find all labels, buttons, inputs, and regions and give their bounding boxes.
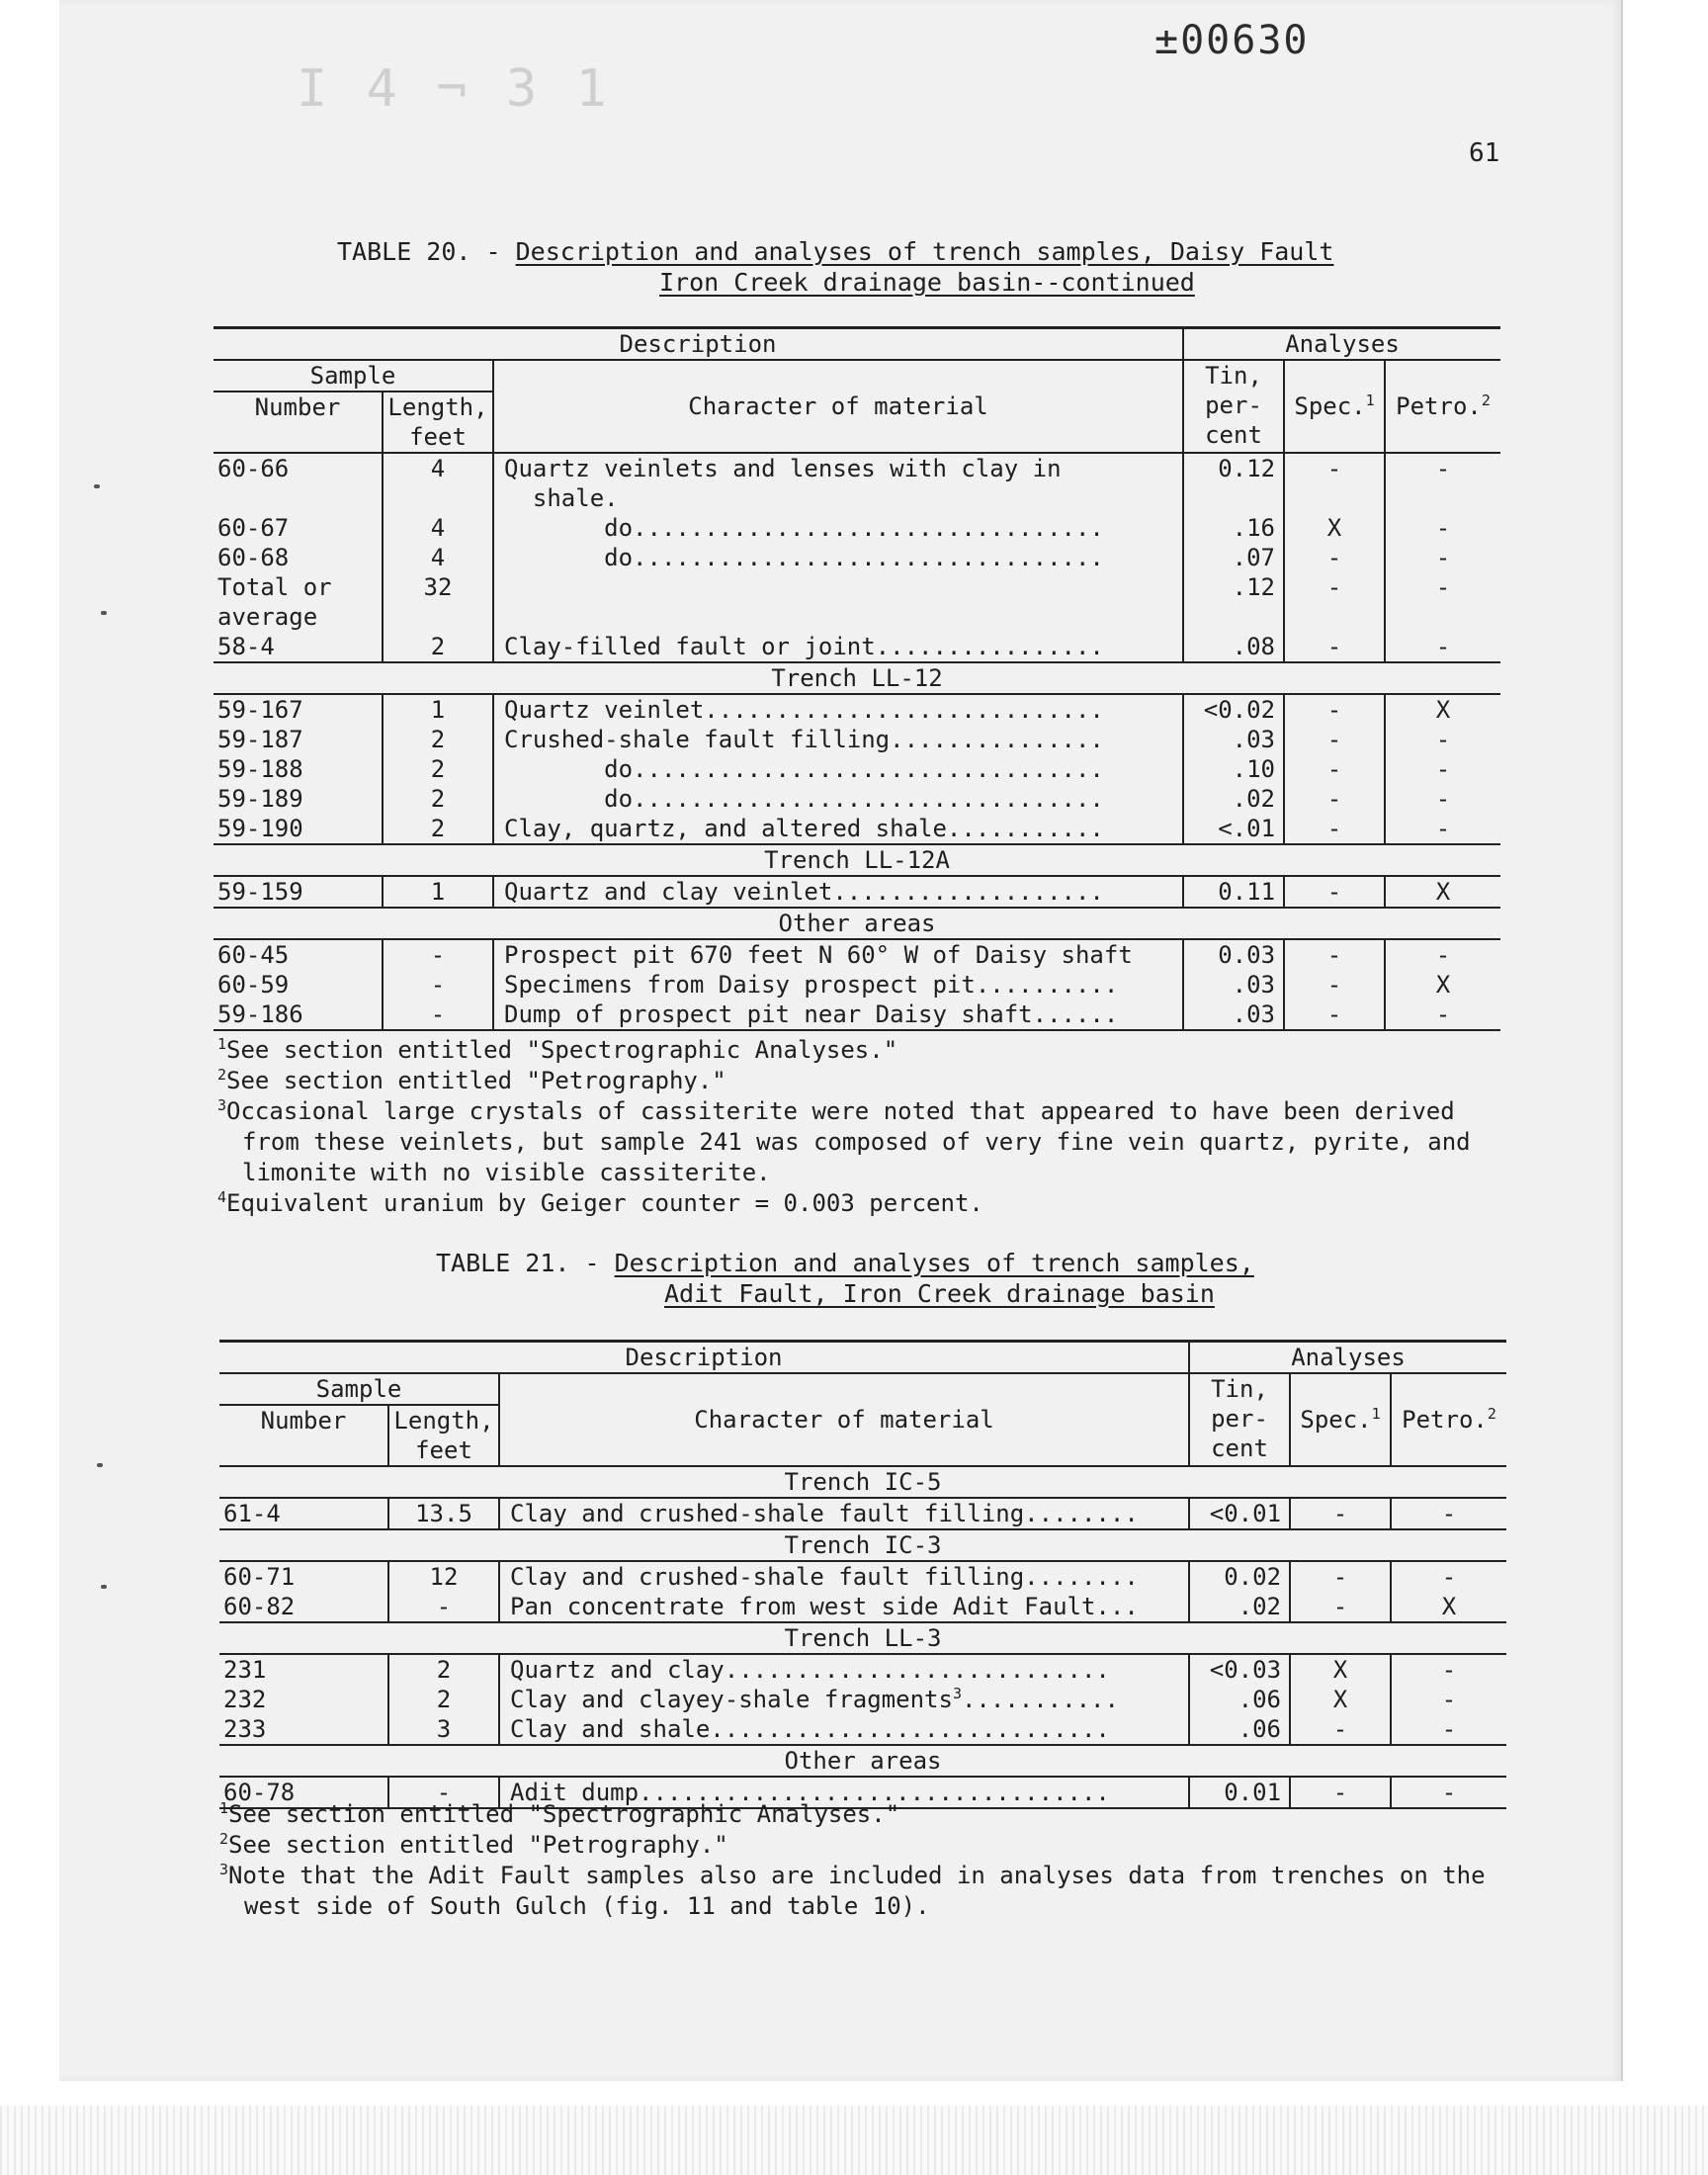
- table-row: [214, 725, 1500, 754]
- analyses-header: Analyses: [1189, 1342, 1506, 1374]
- table20-title-line2: Iron Creek drainage basin--continued: [659, 268, 1195, 297]
- table-row: [214, 453, 1500, 483]
- section-row: [214, 662, 1500, 694]
- material-cell: Pan concentrate from west side Adit Fault...: [499, 1592, 1189, 1622]
- table-row: [214, 572, 1500, 602]
- petro-cell: -: [1435, 755, 1451, 783]
- table-row: [214, 694, 1500, 725]
- material-cell: do.................................: [493, 754, 1183, 784]
- spec-cell: -: [1284, 754, 1385, 784]
- length-cell: 4: [383, 513, 493, 543]
- sample-number-cell: 59-186: [214, 1000, 383, 1030]
- table-row: [214, 876, 1500, 908]
- section-label: Trench IC-5: [219, 1466, 1506, 1498]
- sample-number-cell: 58-4: [214, 632, 383, 662]
- material-cell: Clay, quartz, and altered shale...........: [493, 814, 1183, 844]
- tin-cell: <0.02: [1183, 694, 1284, 725]
- material-cell: Clay and clayey-shale fragments$^3$...........: [499, 1685, 1189, 1714]
- table-row: [219, 1592, 1506, 1622]
- length-cell: 32: [383, 572, 493, 602]
- petro-cell: -: [1441, 1563, 1457, 1591]
- material-cell: Adit dump.................................: [499, 1777, 1189, 1808]
- sample-number-cell: 60-82: [219, 1592, 388, 1622]
- table-row: [214, 814, 1500, 844]
- petro-cell: -: [1435, 573, 1451, 601]
- spec-cell: X: [1290, 1685, 1391, 1714]
- table-row: [214, 939, 1500, 970]
- petro-cell: -: [1441, 1656, 1457, 1684]
- footnote: [217, 1066, 1502, 1096]
- spec-cell: -: [1284, 784, 1385, 814]
- petro-header-note: 2: [1487, 1405, 1496, 1423]
- petro-cell: -: [1435, 726, 1451, 753]
- page-number: 61: [1469, 138, 1500, 168]
- tin-cell: <0.03: [1189, 1654, 1290, 1685]
- section-label: Other areas: [219, 1745, 1506, 1777]
- spec-cell: -: [1284, 1000, 1385, 1030]
- tin-cell: [1183, 483, 1284, 513]
- sample-number-cell: [214, 483, 383, 513]
- petro-header: [1391, 1373, 1506, 1466]
- material-cell: [493, 602, 1183, 632]
- sample-number-cell: average: [214, 602, 383, 632]
- table21-body: [219, 1466, 1506, 1808]
- petro-cell: -: [1385, 1000, 1500, 1030]
- character-header: Character of material: [493, 360, 1183, 453]
- tin-cell: .07: [1183, 543, 1284, 572]
- footnote-mark: 3: [217, 1096, 227, 1114]
- footnote-text: Occasional large crystals of cassiterite were noted that appeared to have been derived from these veinlets, but sample 241 was composed of very fine vein quartz, pyrite, and limonite with no visible cassiterite.: [226, 1097, 1486, 1186]
- number-header: Number: [214, 392, 383, 453]
- sample-number-cell: Total or: [214, 572, 383, 602]
- section-row: [214, 844, 1500, 876]
- length-cell: 1: [383, 694, 493, 725]
- table-row: [214, 1000, 1500, 1030]
- petro-cell: [1385, 602, 1500, 632]
- spec-cell: -: [1284, 632, 1385, 662]
- length-cell: -: [388, 1592, 499, 1622]
- spec-cell: -: [1284, 543, 1385, 572]
- sample-header: Sample: [219, 1373, 499, 1405]
- table-row: [214, 602, 1500, 632]
- material-cell: do.................................: [493, 513, 1183, 543]
- footnote: [219, 1861, 1504, 1922]
- table-row: [219, 1654, 1506, 1685]
- table21-footnotes: [219, 1799, 1504, 1922]
- sample-number-cell: 232: [219, 1685, 388, 1714]
- footnote: [217, 1096, 1502, 1188]
- length-cell: -: [383, 939, 493, 970]
- footnote-mark: 4: [217, 1188, 227, 1206]
- spec-header: [1290, 1373, 1391, 1466]
- footnote-text: See section entitled "Petrography.": [228, 1831, 728, 1859]
- margin-mark: [94, 484, 100, 488]
- table20-body: [214, 453, 1500, 1030]
- footnote: [217, 1035, 1502, 1066]
- petro-cell: X: [1385, 876, 1500, 908]
- petro-cell: -: [1435, 544, 1451, 571]
- scan-edge: [0, 2106, 1708, 2175]
- length-cell: 2: [388, 1685, 499, 1714]
- length-header: [383, 392, 493, 453]
- tin-cell: .02: [1183, 784, 1284, 814]
- table-row: [214, 483, 1500, 513]
- sample-number-cell: 60-68: [214, 543, 383, 572]
- material-cell: Quartz and clay...........................: [499, 1654, 1189, 1685]
- sample-number-cell: 60-45: [214, 939, 383, 970]
- petro-cell: -: [1435, 941, 1451, 969]
- table21-title-prefix: TABLE 21. -: [436, 1249, 615, 1277]
- material-cell: do.................................: [493, 784, 1183, 814]
- length-header-line: Length,: [387, 393, 488, 421]
- tin-cell: .03: [1183, 725, 1284, 754]
- footnote-text: See section entitled "Petrography.": [226, 1067, 726, 1094]
- footnote: [217, 1188, 1502, 1219]
- length-cell: 3: [388, 1714, 499, 1745]
- spec-cell: -: [1290, 1777, 1391, 1808]
- table20-title: [337, 237, 1333, 267]
- footnote-ref: 3: [952, 1685, 962, 1702]
- material-cell: shale.: [493, 483, 1183, 513]
- length-cell: 2: [383, 814, 493, 844]
- material-cell: Dump of prospect pit near Daisy shaft......: [493, 1000, 1183, 1030]
- tin-cell: .02: [1189, 1592, 1290, 1622]
- section-row: [214, 908, 1500, 939]
- description-header: Description: [219, 1342, 1189, 1374]
- spec-cell: X: [1290, 1654, 1391, 1685]
- table-row: [214, 754, 1500, 784]
- spec-cell: [1284, 602, 1385, 632]
- sample-number-cell: 60-66: [214, 453, 383, 483]
- sample-number-cell: 59-167: [214, 694, 383, 725]
- tin-cell: .03: [1183, 970, 1284, 1000]
- length-cell: [383, 602, 493, 632]
- petro-header-label: Petro.: [1402, 1406, 1488, 1434]
- sample-header: Sample: [214, 360, 493, 392]
- length-header-line: feet: [415, 1436, 472, 1464]
- material-cell: Quartz veinlets and lenses with clay in: [493, 453, 1183, 483]
- tin-header-line: cent: [1205, 421, 1262, 449]
- tin-cell: 0.02: [1189, 1561, 1290, 1592]
- material-cell: [493, 572, 1183, 602]
- petro-cell: X: [1435, 971, 1451, 999]
- petro-header-label: Petro.: [1396, 392, 1482, 420]
- sample-number-cell: 59-190: [214, 814, 383, 844]
- sample-number-cell: 61-4: [219, 1498, 388, 1529]
- spec-cell: -: [1284, 725, 1385, 754]
- tin-header: [1183, 360, 1284, 453]
- tin-cell: .06: [1189, 1714, 1290, 1745]
- length-header-line: Length,: [393, 1407, 494, 1435]
- length-cell: 2: [383, 754, 493, 784]
- table-row: [219, 1498, 1506, 1529]
- table20-title-prefix: TABLE 20. -: [337, 237, 516, 266]
- petro-cell: -: [1435, 633, 1451, 660]
- tin-header-line: per-: [1205, 392, 1262, 419]
- footnote-text: See section entitled "Spectrographic Analyses.": [228, 1800, 900, 1828]
- length-cell: 2: [383, 632, 493, 662]
- section-label: Other areas: [214, 908, 1500, 939]
- tin-cell: 0.12: [1183, 453, 1284, 483]
- section-row: [219, 1466, 1506, 1498]
- footnote-text: Equivalent uranium by Geiger counter = 0.003 percent.: [226, 1189, 983, 1217]
- length-cell: 2: [388, 1654, 499, 1685]
- footnote-text: See section entitled "Spectrographic Analyses.": [226, 1036, 898, 1064]
- number-header: Number: [219, 1405, 388, 1466]
- spec-header-label: Spec.: [1294, 392, 1366, 420]
- footnote-mark: 1: [217, 1035, 227, 1053]
- tin-cell: 0.01: [1189, 1777, 1290, 1808]
- spec-cell: -: [1290, 1592, 1391, 1622]
- spec-header-label: Spec.: [1300, 1406, 1372, 1434]
- sample-number-cell: 233: [219, 1714, 388, 1745]
- petro-header-note: 2: [1481, 392, 1491, 409]
- petro-cell: -: [1435, 514, 1451, 542]
- spec-cell: -: [1284, 572, 1385, 602]
- table20-title-line1: Description and analyses of trench samples, Daisy Fault: [515, 237, 1334, 266]
- section-label: Trench LL-12A: [214, 844, 1500, 876]
- document-stamp: [1154, 18, 1310, 63]
- material-cell: Quartz veinlet............................: [493, 694, 1183, 725]
- material-cell: Prospect pit 670 feet N 60° W of Daisy shaft: [493, 939, 1183, 970]
- tin-cell: .16: [1183, 513, 1284, 543]
- spec-header: [1284, 360, 1385, 453]
- description-header: Description: [214, 328, 1183, 361]
- sample-number-cell: 59-188: [214, 754, 383, 784]
- length-cell: 12: [388, 1561, 499, 1592]
- length-cell: 4: [383, 453, 493, 483]
- table-row: [214, 513, 1500, 543]
- petro-cell: -: [1435, 785, 1451, 813]
- spec-cell: -: [1290, 1714, 1391, 1745]
- margin-mark: [101, 1585, 107, 1589]
- section-row: [219, 1529, 1506, 1561]
- spec-cell: X: [1284, 513, 1385, 543]
- footnote-mark: 3: [219, 1861, 229, 1878]
- spec-cell: -: [1290, 1561, 1391, 1592]
- analyses-header: Analyses: [1183, 328, 1500, 361]
- petro-cell: -: [1391, 1714, 1506, 1745]
- table21-title-line2: Adit Fault, Iron Creek drainage basin: [664, 1279, 1215, 1308]
- table20: [214, 326, 1500, 1031]
- petro-cell: -: [1385, 453, 1500, 483]
- petro-cell: X: [1435, 696, 1451, 724]
- length-cell: -: [388, 1777, 499, 1808]
- length-cell: 4: [383, 543, 493, 572]
- petro-cell: -: [1385, 814, 1500, 844]
- tin-cell: 0.11: [1183, 876, 1284, 908]
- table-row: [214, 632, 1500, 662]
- table-row: [214, 970, 1500, 1000]
- length-cell: 2: [383, 784, 493, 814]
- spec-cell: -: [1284, 814, 1385, 844]
- table21: [219, 1340, 1506, 1809]
- section-row: [219, 1622, 1506, 1654]
- section-row: [219, 1745, 1506, 1777]
- faint-stamp-mark: I 4 ¬ 3 1: [297, 59, 611, 119]
- material-cell: do.................................: [493, 543, 1183, 572]
- stamp-bullet-icon: ±: [1154, 18, 1181, 63]
- length-cell: 1: [383, 876, 493, 908]
- tin-cell: <.01: [1183, 814, 1284, 844]
- spec-cell: -: [1284, 453, 1385, 483]
- length-header-line: feet: [409, 423, 467, 451]
- length-cell: 13.5: [388, 1498, 499, 1529]
- section-label: Trench IC-3: [219, 1529, 1506, 1561]
- petro-cell: [1385, 483, 1500, 513]
- tin-cell: <0.01: [1189, 1498, 1290, 1529]
- footnote-mark: 2: [217, 1066, 227, 1084]
- table-row: [214, 543, 1500, 572]
- tin-cell: .12: [1183, 572, 1284, 602]
- tin-header-line: cent: [1211, 1435, 1268, 1462]
- footnote: [219, 1799, 1504, 1830]
- petro-cell: -: [1391, 1777, 1506, 1808]
- tin-cell: [1183, 602, 1284, 632]
- sample-number-cell: 60-67: [214, 513, 383, 543]
- sample-number-cell: 60-59: [214, 970, 383, 1000]
- spec-cell: -: [1290, 1498, 1391, 1529]
- material-cell: Specimens from Daisy prospect pit..........: [493, 970, 1183, 1000]
- tin-header-line: Tin,: [1205, 362, 1262, 390]
- spec-header-note: 1: [1371, 1405, 1381, 1423]
- spec-cell: -: [1284, 970, 1385, 1000]
- sample-number-cell: 231: [219, 1654, 388, 1685]
- sample-number-cell: 59-187: [214, 725, 383, 754]
- tin-header-line: Tin,: [1211, 1375, 1268, 1403]
- table-row: [219, 1685, 1506, 1714]
- footnote-mark: 1: [219, 1799, 229, 1817]
- spec-cell: -: [1284, 939, 1385, 970]
- section-label: Trench LL-12: [214, 662, 1500, 694]
- length-cell: -: [383, 1000, 493, 1030]
- material-cell: Quartz and clay veinlet...................: [493, 876, 1183, 908]
- table21-title: [436, 1249, 1254, 1278]
- tin-cell: .08: [1183, 632, 1284, 662]
- spec-cell: [1284, 483, 1385, 513]
- character-header: Character of material: [499, 1373, 1189, 1466]
- material-cell: Clay and crushed-shale fault filling........: [499, 1498, 1189, 1529]
- margin-mark: [97, 1463, 103, 1467]
- length-cell: -: [383, 970, 493, 1000]
- petro-cell: X: [1391, 1592, 1506, 1622]
- petro-cell: -: [1441, 1686, 1457, 1713]
- sample-number-cell: 59-189: [214, 784, 383, 814]
- sample-number-cell: 59-159: [214, 876, 383, 908]
- table-row: [219, 1714, 1506, 1745]
- table-row: [219, 1561, 1506, 1592]
- material-cell: Clay and shale............................: [499, 1714, 1189, 1745]
- petro-header: [1385, 360, 1500, 453]
- tin-header: [1189, 1373, 1290, 1466]
- tin-header-line: per-: [1211, 1405, 1268, 1433]
- spec-header-note: 1: [1365, 392, 1375, 409]
- length-cell: [383, 483, 493, 513]
- material-cell: Clay-filled fault or joint................: [493, 632, 1183, 662]
- footnote-mark: 2: [219, 1830, 229, 1848]
- tin-cell: .03: [1183, 1000, 1284, 1030]
- spec-cell: -: [1284, 876, 1385, 908]
- stamp-number: 00630: [1180, 18, 1310, 63]
- margin-mark: [101, 611, 107, 615]
- table21-title-line1: Description and analyses of trench samples,: [614, 1249, 1254, 1277]
- footnote-text: Note that the Adit Fault samples also are included in analyses data from trenches on the west side of South Gulch (fig. 11 and table 10).: [228, 1862, 1500, 1920]
- section-label: Trench LL-3: [219, 1622, 1506, 1654]
- length-header: [388, 1405, 499, 1466]
- petro-cell: -: [1391, 1498, 1506, 1529]
- length-cell: 2: [383, 725, 493, 754]
- material-cell: Crushed-shale fault filling...............: [493, 725, 1183, 754]
- tin-cell: .10: [1183, 754, 1284, 784]
- sample-number-cell: 60-78: [219, 1777, 388, 1808]
- table-row: [214, 784, 1500, 814]
- tin-cell: .06: [1189, 1685, 1290, 1714]
- tin-cell: 0.03: [1183, 939, 1284, 970]
- table20-footnotes: [217, 1035, 1502, 1219]
- spec-cell: -: [1284, 694, 1385, 725]
- sample-number-cell: 60-71: [219, 1561, 388, 1592]
- footnote: [219, 1830, 1504, 1861]
- material-cell: Clay and crushed-shale fault filling........: [499, 1561, 1189, 1592]
